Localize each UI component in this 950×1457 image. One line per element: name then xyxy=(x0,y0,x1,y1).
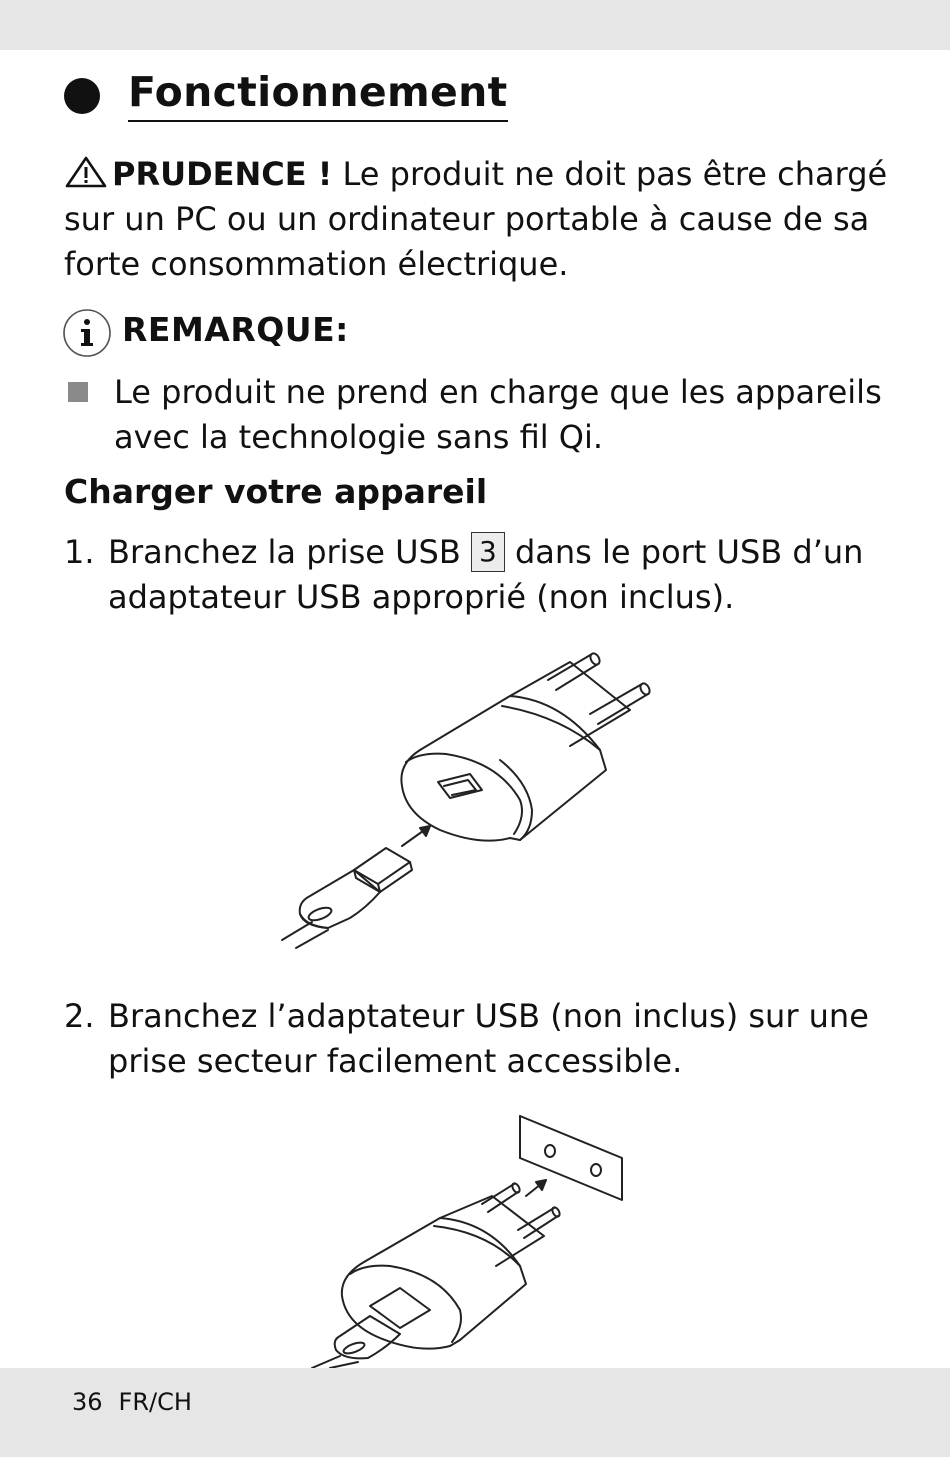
warning-triangle-icon xyxy=(64,155,108,189)
step-text xyxy=(108,530,898,620)
step-text-part: Branchez la prise USB xyxy=(108,533,471,571)
square-bullet-icon xyxy=(68,382,88,402)
adapter-into-socket-illustration xyxy=(300,1110,640,1368)
top-band xyxy=(0,0,950,50)
caution-text: Le produit ne doit pas être chargé sur un PC ou un ordinateur portable à cause de sa forte consommation électrique. xyxy=(64,155,888,283)
step-number: 2. xyxy=(64,997,95,1035)
caution-paragraph xyxy=(64,152,914,287)
reference-number-box: 3 xyxy=(471,532,505,572)
caution-label: PRUDENCE ! xyxy=(112,155,333,193)
step-text: Branchez l’adaptateur USB (non inclus) sur une prise secteur facilement accessible. xyxy=(108,997,869,1080)
info-circle-icon xyxy=(62,308,112,358)
page-number: 36 xyxy=(72,1388,103,1416)
usb-cable-to-adapter-illustration xyxy=(270,640,670,950)
step-text-part: dans le port USB d’un adaptateur USB approprié (non inclus). xyxy=(108,533,864,616)
page-footer xyxy=(72,1388,192,1416)
step-number: 1. xyxy=(64,533,95,571)
section-bullet-icon xyxy=(64,78,100,114)
charging-heading: Charger votre appareil xyxy=(64,472,488,511)
locale-label: FR/CH xyxy=(118,1388,192,1416)
section-title: Fonctionnement xyxy=(128,68,508,122)
note-item-text: Le produit ne prend en charge que les appareils avec la technologie sans fil Qi. xyxy=(114,373,882,456)
note-label: REMARQUE: xyxy=(122,310,349,349)
